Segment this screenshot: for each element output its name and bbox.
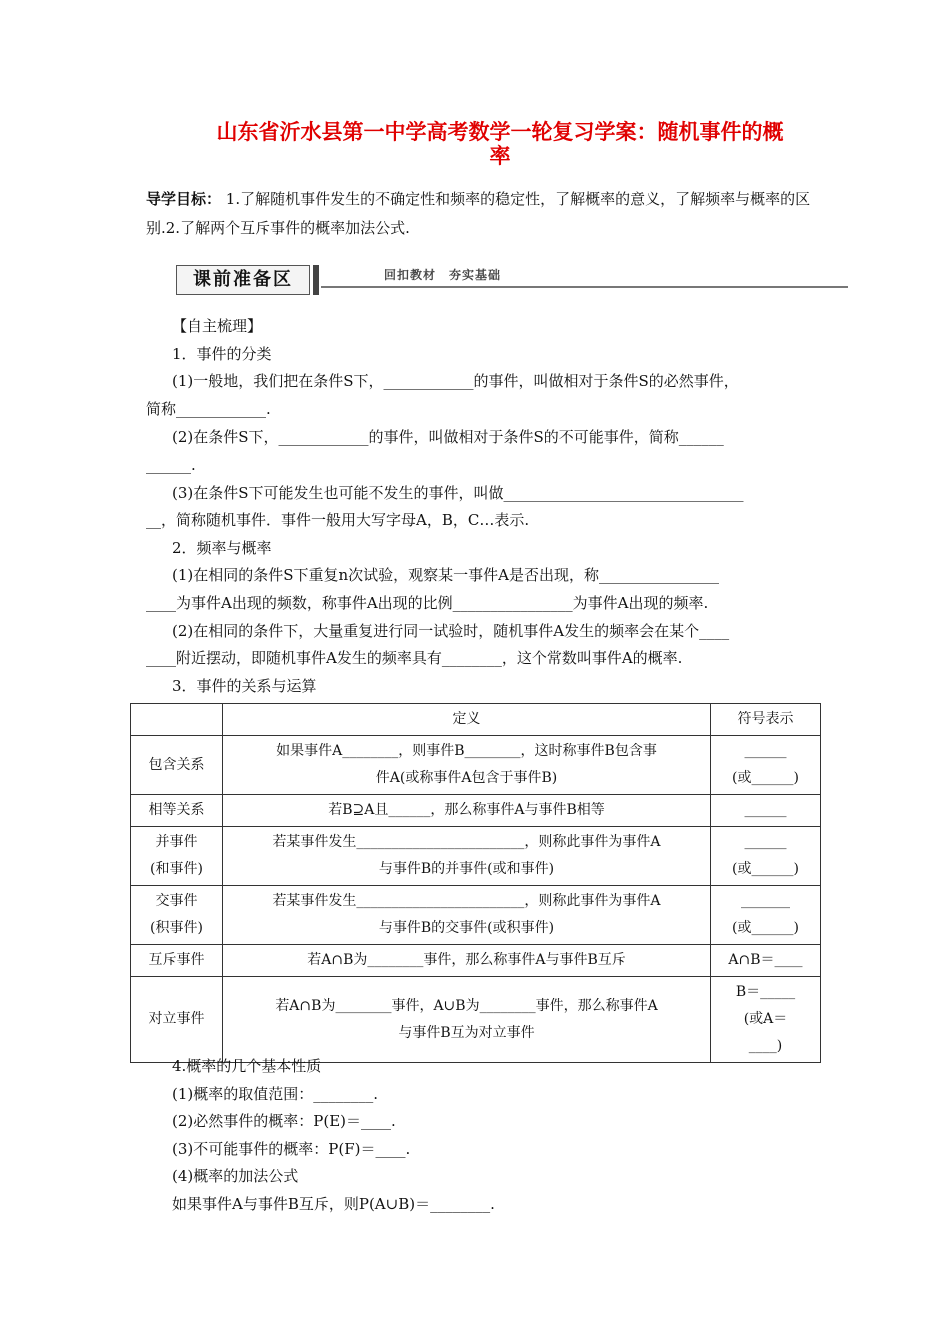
banner-title: 课前准备区: [176, 265, 310, 295]
relation-name-cell: 相等关系: [131, 795, 223, 827]
relation-definition-cell: 若某事件发生________________________，则称此事件为事件A 与事件B的交事件(或积事件): [223, 886, 711, 945]
text-line: ______.: [146, 456, 196, 474]
text-line: (2)在相同的条件下，大量重复进行同一试验时，随机事件A发生的频率会在某个____: [172, 622, 730, 640]
heading-probability-properties: 4.概率的几个基本性质: [172, 1057, 322, 1075]
relation-symbol-cell: ______ (或______): [711, 827, 821, 886]
relation-symbol-cell: ______: [711, 795, 821, 827]
section-heading-self-study: 【自主梳理】: [172, 317, 263, 335]
table-row: [131, 736, 821, 795]
table-header-cell: 定义: [223, 704, 711, 736]
relation-definition-cell: 若B⊇A且______，那么称事件A与事件B相等: [223, 795, 711, 827]
text-line: (2)在条件S下，____________的事件，叫做相对于条件S的不可能事件，简称______: [172, 428, 724, 446]
table-row: [131, 945, 821, 977]
text-line: 如果事件A与事件B互斥，则P(A∪B)＝________.: [172, 1195, 495, 1213]
objectives-text: 1.了解随机事件发生的不确定性和频率的稳定性，了解概率的意义，了解频率与概率的区别.2.了解两个互斥事件的概率加法公式.: [146, 190, 811, 237]
text-line: (1)一般地，我们把在条件S下，____________的事件，叫做相对于条件S的必然事件，: [172, 372, 739, 390]
text-line: 简称____________.: [146, 400, 271, 418]
table-row: [131, 827, 821, 886]
relation-definition-cell: 若某事件发生________________________，则称此事件为事件A 与事件B的并事件(或和事件): [223, 827, 711, 886]
learning-objectives: [146, 185, 816, 243]
relation-name-cell: 互斥事件: [131, 945, 223, 977]
section-banner: [176, 262, 848, 298]
title-line-2: 率: [489, 144, 511, 168]
relation-symbol-cell: _______ (或______): [711, 886, 821, 945]
text-line: __，简称随机事件．事件一般用大写字母A，B，C…表示.: [146, 511, 530, 529]
text-line: (4)概率的加法公式: [172, 1167, 299, 1185]
relation-symbol-cell: A∩B＝____: [711, 945, 821, 977]
table-row: [131, 977, 821, 1063]
text-line: (3)在条件S下可能发生也可能不发生的事件，叫做________________________________: [172, 484, 744, 502]
relation-symbol-cell: ______ (或______): [711, 736, 821, 795]
relation-definition-cell: 若A∩B为________事件，那么称事件A与事件B互斥: [223, 945, 711, 977]
text-line: (2)必然事件的概率：P(E)＝____.: [172, 1112, 396, 1130]
event-relations-table: [130, 703, 821, 1063]
relation-symbol-cell: B＝_____ (或A＝ ____): [711, 977, 821, 1063]
relation-name-cell: 包含关系: [131, 736, 223, 795]
relation-name-cell: 并事件 (和事件): [131, 827, 223, 886]
banner-subtitle: 回扣教材 夯实基础: [384, 268, 502, 282]
text-line: (1)在相同的条件S下重复n次试验，观察某一事件A是否出现，称________________: [172, 566, 720, 584]
relation-definition-cell: 如果事件A________，则事件B________，这时称事件B包含事 件A(或称事件A包含于事件B): [223, 736, 711, 795]
banner-rule: [321, 286, 848, 288]
table-header-cell: [131, 704, 223, 736]
document-title: [190, 120, 810, 168]
title-line-1: 山东省沂水县第一中学高考数学一轮复习学案：随机事件的概: [216, 120, 784, 144]
text-line: (1)概率的取值范围：________.: [172, 1085, 379, 1103]
table-row: [131, 795, 821, 827]
text-line: ____附近摆动，即随机事件A发生的频率具有________，这个常数叫事件A的概率.: [146, 649, 683, 667]
heading-event-classification: 1．事件的分类: [172, 345, 272, 363]
relation-name-cell: 对立事件: [131, 977, 223, 1063]
objectives-label: 导学目标：: [146, 190, 222, 208]
relation-definition-cell: 若A∩B为________事件，A∪B为________事件，那么称事件A 与事件B互为对立事件: [223, 977, 711, 1063]
text-line: ____为事件A出现的频数，称事件A出现的比例________________为事件A出现的频率.: [146, 594, 709, 612]
heading-event-relations: 3．事件的关系与运算: [172, 677, 317, 695]
table-row: [131, 886, 821, 945]
table-header-row: [131, 704, 821, 736]
relation-name-cell: 交事件 (积事件): [131, 886, 223, 945]
table-header-cell: 符号表示: [711, 704, 821, 736]
heading-frequency-probability: 2．频率与概率: [172, 539, 272, 557]
banner-divider: [313, 265, 319, 295]
text-line: (3)不可能事件的概率：P(F)＝____.: [172, 1140, 411, 1158]
